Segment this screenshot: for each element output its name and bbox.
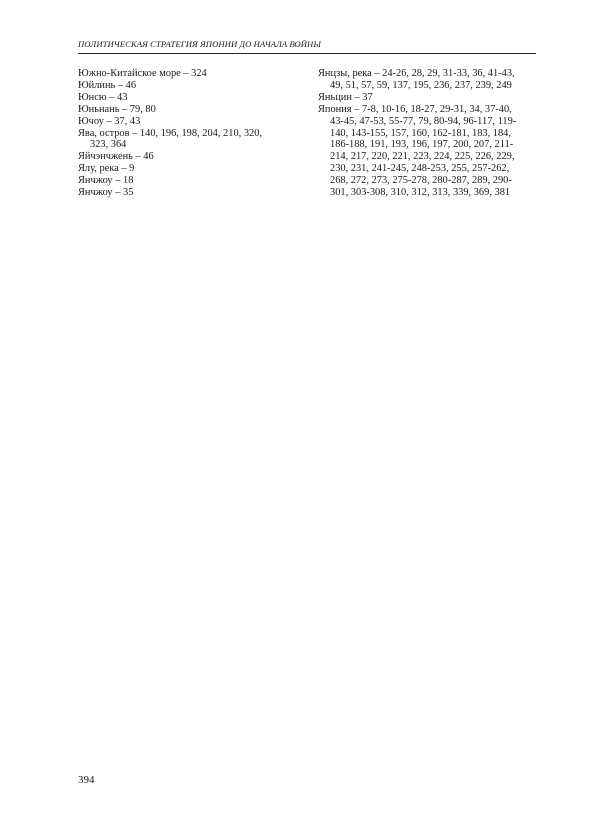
running-title: ПОЛИТИЧЕСКАЯ СТРАТЕГИЯ ЯПОНИИ ДО НАЧАЛА ВОЙНЫ bbox=[78, 39, 321, 49]
index-entry: Янчжоу – 35 bbox=[78, 187, 134, 199]
index-column-left bbox=[78, 68, 298, 199]
page-number: 394 bbox=[78, 774, 95, 786]
index-entry: Янцзы, река – 24-26, 28, 29, 31-33, 36, 41-43, 49, 51, 57, 59, 137, 195, 236, 237, 239, 249 bbox=[318, 68, 515, 91]
index-entry: Яйчэнчжень – 46 bbox=[78, 151, 154, 163]
index-entry: Юнсю – 43 bbox=[78, 91, 128, 103]
index-entry: Юйлинь – 46 bbox=[78, 79, 137, 91]
index-column-right bbox=[318, 68, 538, 199]
index-entry: Южно-Китайское море – 324 bbox=[78, 68, 207, 79]
index-entry: Янчжоу – 18 bbox=[78, 175, 134, 187]
index-entry: Яньцин – 37 bbox=[318, 91, 373, 103]
index-entry: Ялу, река – 9 bbox=[78, 163, 135, 175]
index-entry: Япония – 7-8, 10-16, 18-27, 29-31, 34, 37-40, 43-45, 47-53, 55-77, 79, 80-94, 96-117, 119- 140, 143-155, 157, 160, 162-181, 183, 184, 186-188, 191, 193, 196, 197, 200, 207, 211- 214, 217, 220, 221, 223, 224, 225, 226, 229, 230, 231, 241-245, 248-253, 255, 257-262, 268, 272, 273, 275-278, 280-287, 289, 290- 301, 303-308, 310, 312, 313, 339, 369, 381 bbox=[318, 103, 517, 199]
index-entry: Ючоу – 37, 43 bbox=[78, 115, 141, 127]
header-rule bbox=[78, 53, 536, 54]
index-entry: Ява, остров – 140, 196, 198, 204, 210, 320, 323, 364 bbox=[78, 127, 263, 151]
index-entry: Юньнань – 79, 80 bbox=[78, 103, 156, 115]
